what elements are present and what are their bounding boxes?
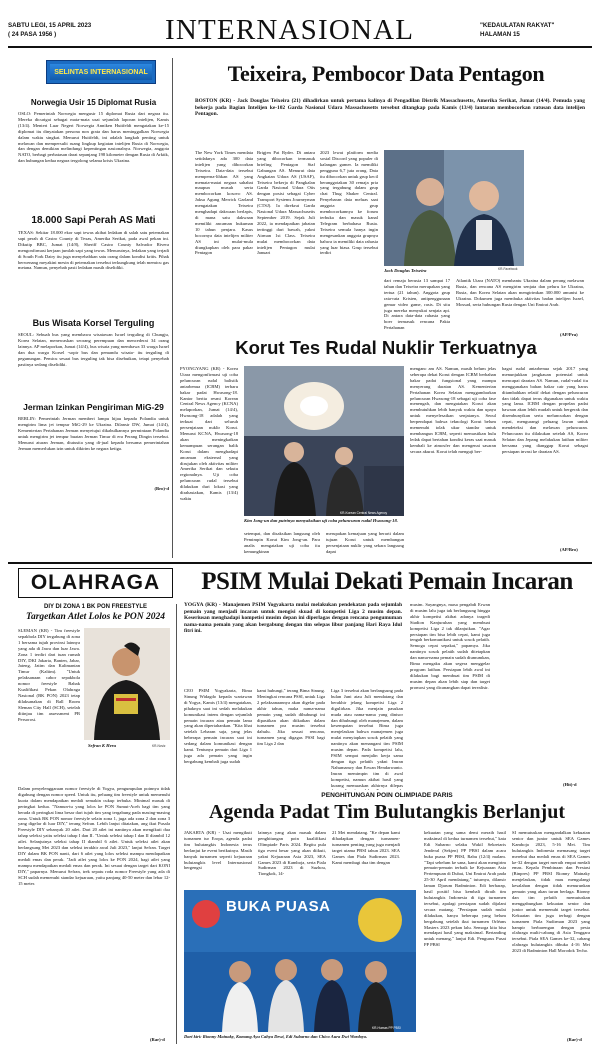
sidebar-divider: [172, 58, 173, 558]
psim-col6: [496, 602, 590, 782]
bt-sign: (Rar)-d: [567, 1037, 582, 1042]
korut-col5: bagai rudal antarbenua sejak 2017 yang menunjukkan jangkauan potensial untuk mencapai daratan AS. Namun, rudal-rudal itu menggunakan bahan bakar cair yang harus ditambahkan relatif dekat dengan peluncuran dan tidak dapat terus digunakan untuk waktu yang lama. ICBM dengan propelan padat bawaan akan lebih mudah untuk bergerak dan disembunyikan serta meluncurkan dengan cepat, mengurangi peluang lawan untuk mendeteksi dan melawan peluncuran. Peluncuran itu dilakukan setelah AS, Korea Selatan dan Jepang melakukan latihan militer bersama yang dianggap Korut sebagai persiapan invasi ke daratan AS.: [502, 366, 588, 454]
bt-col1: JAKARTA (KR) - Usai mengikuti turnamen tur Eropa, agenda padat tim bulutangkis Indonesia terus berlanjut ke event berikutnya. Masih banyak turnamen seperti kejuaraan bulutangkis level Internasional bergengsi: [184, 830, 252, 871]
bt-col5: SI memutuskan mengandalkan kekuatan senior dan junior untuk SEA Games Kamboja 2023, 5-16 Mei. Tim bulutangkis Indonesia memasang target merebut dua medali emas di SEA Games ke-32 dengan target meraih empat medali emas. Kepala Pembinaan dan Prestasi (Binpres) PP PBSI Rionny Mainaky menjelaskan, tidak mau mengulangi kesalahan dengan tidak menurunkan pemain yang akan turun berlaga. Rionny dan tim pelatih memutuskan menggabungkan kekuatan senior dan junior untuk memenuhi target tersebut. Kekuatan tim juga terbagi dengan turnamen Piala Sudirman 2023 yang hampir berbarengan dengan pesta olahraga multi-cabang di Asia Tenggara tersebut. Piala SEA Games ke-32, cabang olahraga bulutangkis dibuka 4-16 Mei 2023 di Badminton Hall Morodok Techo.: [512, 830, 590, 954]
psim-lead: YOGYA (KR) - Manajemen PSIM Yogyakarta mulai melakukan pendekatan pada sejumlah pemain yang menjadi incaran untuk mengisi skuad di kompetisi Liga 2 musim depan. Keseriusan menghadapi kompetisi musim depan ini diperlagas dengan rencana pengumuman nama-nama pemain yang akan bergabung dengan tim selepas libur panjang Hari Raya Idul fitri ini.: [184, 602, 402, 635]
selintas-banner: [46, 60, 156, 84]
side-photo-credit: KR-Noviz: [152, 744, 166, 748]
psim-col3: kami hubungi," terang Bima Sinung. Meningkat rencana PSSI, untuk Liga 2 pelaksanaannya akan digelar pada akhir tahun, maka nama-nama pemain yang sudah dihubungi ini dipastikan akan diikatkan dalam turnamen pra musim tersebut dahulu. Jika sesuai rencana, turnamen yang digagas PSSI bagi tim Liga 2 dan: [257, 688, 325, 747]
sidebar: [18, 60, 169, 560]
sidebar-s2-body: TEXAS: Sekitar 18.000 ekor sapi tewas akibat ledakan di salah satu peternakan sapi perah di Castro County di Texas, Amerika Serikat, pada awal pekan ini. Dikutip BBC, Jumat (14/8), Sheriff Castro County Salvador Rivera mengonfirmasi kerjaan jumlah sapi yang tewas. Menurutnya, ledakan yang terjadi di South Fork Dairy itu juga menyebabkan satu orang dalam kondisi kritis. Pihak berwenang meyakini mesin di peternakan tersebut terkungkung telah memicu gas metana. Namun, penyebab pasti ledakan masih diselidiki.: [18, 230, 169, 271]
side-kicker: DIY DI ZONA 1 BK PON FREESTYLE: [43, 604, 147, 610]
korut-col3: merupakan kemajuan yang berarti dalam tujuan Korut untuk membangun persenjataan nuklir yang sekara langsung dapat: [326, 531, 404, 554]
hijri-date: ( 24 PASA 1956 ): [8, 31, 57, 38]
teixeira-headline: Teixeira, Pembocor Data Pentagon: [227, 61, 545, 86]
sidebar-s3-title: Bus Wisata Korsel Terguling: [32, 318, 155, 328]
teixeira-col2: Brigjen Pat Ryder. Di antara yang dibocorkan termasuk briefing Pentagon Staf Gabungan AS. Menurut data Angkatan Udara AS (USAF), Teixeira bekerja di Pangkalan Garda Nasional Udara Otis dengan posisi sebagai Cyber Transport Systems Journeyman (CTSJ). Ia direkrut Garda Nasional Udara Massachusetts September 2019. Sejak Juli 2022, ia mendapatkan jabatan tertinggi dari bawah, yakni Airman 1st Class. Teixeira mulai membocorkan data intelijen Pentagon mulai Januari: [257, 150, 315, 256]
korut-caption: Kim Jong-un dan putrinya menyaksikan uji coba peluncuran rudal Hwasong-18.: [244, 518, 398, 523]
bt-col4: kekuatan yang sama demi meraih hasil maksimal di kedua turnamen tersebut," kata Edi Subarno selaku Wakil Sekretaris Jenderal (Sekjen) PP PBSI dalam acara buka puasa PP PBSI, Rabu (12/4) malam. "Tapi sebelum ke sana, kami akan mengirim pemain-pemain terbaik ke Kejuaraan Asia Pertempuan di Dubai, Uni Emirat Arab pada 25-30 April mendatang," tuturnya, dilansir laman Djarum Badminton. Edi berharap, hasil positif bisa kembali diraih tim bulutangkis Indonesia di tiga turnamen tersebut, apalagi persiapan sudah dijalani secara matang. "Persiapan sudah mulai dilakukan, hanya beberapa yang belum bergabung setelah ikut turnamen Orléans Masters 2023 pekan lalu. Semoga kita bisa mendapat hasil yang maksimal. Bertanding untuk menang," lanjut Edi. Pengurus Pusat PP PBSI: [424, 830, 506, 948]
psim-col4: Liga 3 tersebut akan berlangsung pada bulan Juni atau Juli mendatang dan berakhir jelang kompetisi Liga 2 digulirkan. Jika menjain pasukan muda atau nama-nama yang dinisor dan dihubungi oleh manajemen, dalam kesempatan tersebut Bima juga menjelaskan bahwa manajemen juga mulai menyiapkan sosok pelatih yang nantinya akan menangani tim PSIM musim depan. Pada kompetisi lalu, PSIM sempat menjalin kerja sama dengan tiga pelatih yakni Imran Nahumarury dan Erwan Hendarwanto. Imran memimpin tim di awal kompetisi, namun akibat hasil yang kurang memuaskan akhirnya dilepas: [331, 688, 403, 788]
sports-divider: [176, 604, 177, 1044]
psim-col5: musim. Sayangnya, masa pengabdi Erwan di musim lalu juga tak berlangsung hingga akhir kompetisi akibat adanya tragedi Stadion Kanjuruhan yang membuat kompetisi Liga 2 tak dilanjutkan. "Agar persiapan tim bisa lebih cepat, kami juga tengah berkomunikasi untuk sosok pelatih. Semoga cepat sepakat," papamya. Jika nantinya sosok pelatih sudah ditetapkan dan nama-nama pemain sudah diumumkan, Bima mengaku akan segera menggelar program latihan. Persiapan lebih awal ini dilakukan bagi membuat tim PSIM di musim depan akan lebih siap dan target promosi yang dicanangkan dapat terealisir.: [410, 602, 490, 690]
side-photo: [84, 628, 170, 740]
korut-photo-credit: KR-Korean Central News Agency: [340, 511, 388, 515]
paper-name: "KEDAULATAN RAKYAT": [480, 22, 555, 29]
bt-col2: lainnya yang akan masuk dalam penghitungan poin kualifikasi Olimpiade Paris 2024. Begitu pula tiga event besar yang akan diikuti, yakni Kejuaraan Asia 2023, SEA Games 2023 di Kamboja, serta Piala Sudirman 2023 di Suzhou, Tiongkok, 14-: [258, 830, 326, 877]
psim-col2: CEO PSIM Yogyakarta, Bima Sinung Widagdo kepada wartawan di Yogya, Kamis (13/4) mengatakan, pihaknya saat ini sedah melakukan komunikasi intens dengan sejumlah pemain incaran atau pemain lama yang akan dipertahankan. "Kita lihat setelah Lebaran saja, yang jelas beberapa pemain incaran saat ini sedang dalam komunikasi dengan kami. Tentunya pemain dari Liga 1 juga ada pemain yang ingin bergabung kembali juga sudah: [184, 688, 252, 764]
psim-headline: PSIM Mulai Dekati Pemain Incaran: [201, 568, 573, 595]
korut-headline: Korut Tes Rudal Nuklir Terkuatnya: [235, 337, 537, 358]
bt-col3: 21 Mei mendatang. "Ke depan kami dihadapkan dengan turnamen-turnamen penting yang juga menjadi target utama PBSI tahun 2023. SEA Games dan Piala Sudirman 2023. Kami membagi dua tim dengan: [332, 830, 400, 865]
teixeira-col1: The New York Times mendata setidaknya ada 300 data intelijen yang dibocorkan Teixeira. Data-data tersebut memperna-lihkan AS yang memata-matai negara sahabat maupun musuh serta membocorkan kosovo AS. Jaksa Agung Merrick Garland mengatakan Teixeira menghadapi dakwaan berlapis, di mana satu dakwaan memiliki ancaman hukuman 10 tahun penjara. Kasus bocornya data intelijen militer AS ini mulai-mula diungkapkan oleh para pakar Pentagon: [195, 150, 253, 256]
sidebar-s4-title: Jerman Izinkan Pengiriman MiG-29: [23, 402, 164, 412]
side-photo-svg: [84, 628, 170, 740]
page-number: HALAMAN 15: [480, 31, 520, 38]
bt-headline: Agenda Padat Tim Bulutangkis Berlanjut: [208, 801, 565, 823]
teixeira-photo: [384, 150, 524, 266]
selintas-label: SELINTAS INTERNASIONAL: [54, 69, 148, 76]
sidebar-s4-body: BERLIN: Pemerintah Jerman memberi lampu hijau kepada Polandia untuk mengirim lima jet tempur MiG-29 ke Ukraina. Dilansir DW, Jumat (14/4), Kementerian Pertahanan Jerman menyetujui dikabulkannya permintaan Polandia untuk mengirim jet tempur buatan Jerman Timur di era Perang Dingin tersebut. Menurut aturan Jerman, diutusita yang di-jual kepada bersama pemerintahan Jerman memerlukan izin untuk dikirim ke negara ketiga.: [18, 416, 169, 451]
teixeira-col3: 2023 lewat platform media sosial Discord yang populer di kalangan gamer. Ia memiliki pengguna 6,7 juta orang. Data itu dibocorkan untuk grup kecil beranggotakan 30 remaja pria yang tergabung dalam grup chat Thug Shaker Central. Penyebaran data meluas saat anggota grup membocorkannya ke forum terbuka dan masuk kanal Telegram berbahasa Rusia. Teixeira semula hanya ingin mengesankan anggota grupnya bahwa ia memiliki data rahasia yang luar biasa. Grup tersebut terdiri: [320, 150, 378, 256]
bt-kicker: PENGHITUNGAN POIN OLIMPIADE PARIS: [321, 792, 453, 799]
teixeira-col4: dari remaja berusia 13 sampai 17 tahun dan Teixeira merupakan yang tertua (21 tahun). Anggota grup rata-rata Kristen, antipenggunaan gemar video game, rasis. Di situ juga mereka menyukai senjata api. Di antara data-data rahasia yang boer termasuk rencana Pakta Pertahanan: [384, 278, 450, 330]
teixeira-lead: BOSTON (KR) - Jack Douglas Teixeira (21) dihadirkan untuk pertama kalinya di Pengadilan Distrik Massachusetts, Amerika Serikat, Jumat (14/4). Pemuda yang bekerja pada Bagian Intelijen ke-102 Garda Nasional Udara Massachusetts tersebut ditangkap pada Kamis (13/4) lantaran membocorkan ratusan data intelijen Pentagon.: [195, 98, 585, 118]
korut-col1: PYONGYANG (KR) - Korea Utara mengonfirmasi uji coba peluncuran rudal balistik antarbenua (ICBM) terbaru bakar padat Hwasong-18. Kantor berita resmi Korean Central News Agency (KCNA) melaporkan, Jumat (14/4), Hwasong-18 adalah yang terkuat dari seluruh persenjataan nuklir Korut. Menurut KCNA, Hwasong-18 akan meningkatkan kemampuan serangan balik Korut dalam menghadapi ancaman eksternal yang dirujukan oleh aktivitas militer Amerika Serikat dan sekutu regionalnya. Uji coba peluncuran rudal tersebut dilakukan duri lokasi yang dirahasiakan, Kamis (13/4) waktu: [180, 366, 238, 501]
sidebar-s1-body: OSLO: Pemerintah Norwegia mengusir 15 diplomat Rusia dari negara itu. Mereka dicurigai sebagai mata-mata usai sejumlah laporan intelijen, Kamis (13/4). Menteri Luar Negeri Norwegia Anniken Huitfeldt mengatakan ke-15 diplomat itu dinyatakan persona non grata dan harus meninggalkan Norwegia dalam waktu singkat. Menurut Huitfeldt, ini adalah langkah penting untuk melawan dan mempersulit ruang lingkup kegiatan intelijen Rusia di Norwegia, dan dengan demikian melindungi kepentingan nasionalnya. Norwegia, anggota NATO, berbagi perbatasan darat sepanjang 198 kilometer dengan Rusia di Arktik, dan hubungan kedua negara tergolong selama krisis Ukraina.: [18, 111, 169, 164]
side-headline: Targetkan Atlet Lolos ke PON 2024: [26, 612, 165, 622]
side-sign: (Rar)-d: [150, 1037, 165, 1042]
side-col1: SLEMAN (KR) - Tim freestyle sepakbola DIY tergabung di zona 1 bersama tujuh provinsi lainnya yang ada di Jawa dan luar Jawa. Zona 1 terdiri dari tuan rumah DIY, DKI Jakarta, Banten, Jabar, Jateng, Jatim dan Kalimantan Timur (Kaltim). "Untuk pelaksanaan cabor sepakbola nomor freestyle Babak Kualifikasi Pekan Olahraga Nasional (BK PON) 2023 tetap dilaksanakan di Ball Room Sleman City Hall (SCH), setelah ditinjau tim assessment PB Persorosi.: [18, 628, 80, 722]
side-col2: Dalam penyelenggaraan nomor freestyle di Yogya, pengumpulan poinnya tidak digabung dengan nomor speed. Untuk itu, peluang tim freestyle untuk memenuhi kuota dalam mendapatkan medali semakin cukup terbuka. Minimal masuk di peringkat kedua. "Namun-tu yang lolos ke PON Sumut-Aceh bagi tim yang berada di peringkat lima besar dari tujuh tim yang tergabung pada masing-masing zona. Untuk BK PON nomor freestyle selain zona 1, juga ada zona 2 dan zona 3 yang digelar di luar DIY," terang Sefran. Lebih lanjut ditatakan, ang ikut Pusala Freestyle DIY sebanyak 20 atlet. Dari 20 atlet ini nantinya akan mengikuti dua tahap seleksi yaitu seleksi tahap I dan II. "Untuk seleksi tahap I dan II diambil 12 atlet. Selanjutnya seleksi tahap II diambil 6 atlet. Untuk seleksi atlet akan berlangsung Mei 2023 dan seleksi terakhir awal Juli 2023," lanjut Sefran. Target DIY dalam BK PON nanti, dari 6 atlet yang lolos seleksi mampu mendapatkan medali emas dan perak. "Jadi atlet yang lolos ke PON 2024, bagi atlet yang mampu mendapatkan medali emas dan perak. Ini sesuai dengan target dari KONI DIY," paparnya. Menurut Sefran, trek sepatu roda nomor Freestyle yang ada di SCH sudah memenuhi standar kejuaraan, yaitu panjang 40-50 meter dan lebar 12-15 meter.: [18, 786, 170, 886]
bt-photo-credit: KR-Humas PP PBSI: [372, 1026, 401, 1030]
sidebar-s2-title: 18.000 Sapi Perah AS Mati: [31, 215, 156, 226]
sidebar-s3-body: SEOUL: Sebuah bus yang membawa wisatawan Israel terguling di Chungju, Korea Selatan, menewaskan seorang perempuan dan mencederai 34 orang lainnya. AP melaporkan, Jumat (14/4), bus wisata yang membawa 33 warga Israel dan dua warga Korsel -sopir bus dan pemandu wisata- itu terguling di pegunungan. Pemicu sesaat bus terguling tak bisa disebutkan, tetapi penyebab pastinya sedang diselidiki.: [18, 332, 169, 367]
teixeira-col5: Atlantik Utara (NATO) membantu Ukraina dalam perang melawan Rusia, dan rencana AS mengirim senjata dan peluru ke Ukraina, Rusia, dan Korea Selatan akan mengirimkan 300.000 amunisi ke Ukraina. Dokumen juga membuka aktivitas badan intelijen Israel, Mossad, serta hubungan Rusia dengan Uni Emirat Arab.: [456, 278, 584, 307]
korut-photo-svg: [244, 366, 404, 516]
teixeira-photo-credit: KR-Facebook: [498, 267, 518, 271]
bt-caption: Dari kiri: Rionny Mainaky, Komang Ayu Cahya Dewi, Edi Subarno dan Chico Aura Dwi Wardoyo.: [184, 1034, 368, 1039]
masthead-rule: [8, 46, 592, 48]
teixeira-caption: Jack Douglas Teixeira: [384, 268, 427, 273]
bt-photo-banner: BUKA PUASA: [226, 898, 331, 915]
sidebar-s1-title: Norwegia Usir 15 Diplomat Rusia: [30, 98, 157, 107]
teixeira-sign: (AP/Pra): [560, 332, 578, 337]
korut-col4: menganc am AS. Namun, masih belum jelas seberapa dekat Korut dengan ICBM berbahan bakar padat fungsional yang mampu menyerang daratan AS. Kementerian Pertahanan Korea Selatan menggambarkan peluncuran Hwasong-18 sebagai uji coba fase menengah, dan mengatakan Korut akan membutuhkan lebih banyak waktu dan upaya untuk menyelesaikan senjatanya. Seoul berpendapat bahwa teknologi Korut belum memenuhi tolak ukur standar untuk membangun ICBM, seperti memastikan hulu ledak dapat bertahan kondisi keras saat masuk kembali ke atmosfer dan mengenai sasaran secara akurat. Korut telah menguji ber-: [410, 366, 496, 454]
date-line: SABTU LEGI, 15 APRIL 2023: [8, 22, 92, 29]
olahraga-rule: [8, 562, 592, 564]
korut-sign: (AP/Bro): [560, 547, 578, 552]
teixeira-photo-svg: [384, 150, 524, 266]
section-title: INTERNASIONAL: [165, 14, 415, 46]
psim-sign: (Hit)-d: [563, 782, 577, 787]
sidebar-s4-sign: (Bro)-d: [154, 486, 169, 491]
korut-photo: [244, 366, 404, 516]
olahraga-label: OLAHRAGA: [18, 568, 173, 598]
side-caption: Sefran K Heru: [88, 743, 117, 748]
korut-col2: setempat, dan disaksikan langsung oleh Pemimpin Korut Kim Jong-un. Para analis mengatakan uji coba itu kemungkinan: [244, 531, 320, 554]
